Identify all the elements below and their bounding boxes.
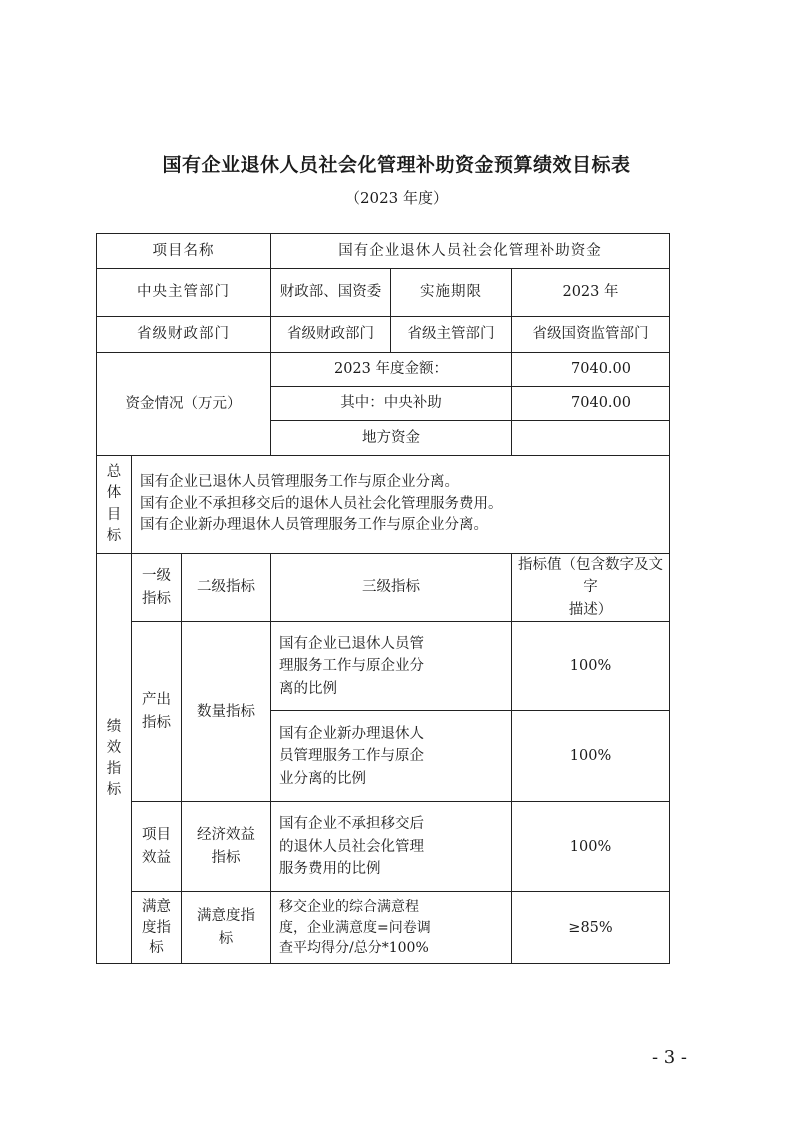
page-subtitle: （2023 年度） — [345, 189, 448, 207]
prov-finance-label: 省级财政部门 — [97, 317, 271, 353]
funds-total-label: 2023 年度金额： — [271, 353, 512, 387]
indicators-label — [97, 554, 132, 964]
funds-central-value: 7040.00 — [512, 387, 670, 421]
row-benefit-level1: 项目 效益 — [132, 802, 182, 892]
central-dept-value: 财政部、国资委 — [271, 269, 391, 317]
indicators-label-char: 指 — [106, 760, 122, 777]
row-satisfaction-level1: 满意 度指 标 — [132, 892, 182, 964]
overall-target-line: 国有企业不承担移交后的退休人员社会化管理服务费用。 — [140, 495, 503, 512]
overall-target-line: 国有企业新办理退休人员管理服务工作与原企业分离。 — [140, 517, 488, 534]
central-dept-label: 中央主管部门 — [97, 269, 271, 317]
overall-target-line: 国有企业已退休人员管理服务工作与原企业分离。 — [140, 473, 459, 490]
prov-dept-value: 省级国资监管部门 — [512, 317, 670, 353]
period-label: 实施期限 — [391, 269, 512, 317]
overall-target-label — [97, 456, 132, 554]
row-benefit-level3: 国有企业不承担移交后 的退休人员社会化管理 服务费用的比例 — [271, 802, 512, 892]
indicators-label-char: 效 — [106, 739, 122, 756]
funds-local-value — [512, 421, 670, 456]
row-output-level1: 产出 指标 — [132, 622, 182, 802]
indicators-label-char: 标 — [106, 781, 122, 798]
funds-central-label: 其中：中央补助 — [271, 387, 512, 421]
funds-local-label: 地方资金 — [271, 421, 512, 456]
header-level2: 二级指标 — [182, 554, 271, 622]
prov-dept-label: 省级主管部门 — [391, 317, 512, 353]
indicators-label-char: 绩 — [106, 718, 122, 735]
row-output-level3-b: 国有企业新办理退休人 员管理服务工作与原企 业分离的比例 — [271, 711, 512, 802]
row-output-level2: 数量指标 — [182, 622, 271, 802]
row-benefit-value: 100% — [512, 802, 670, 892]
row-output-value-a: 100% — [512, 622, 670, 711]
overall-target-content — [132, 456, 670, 554]
row-benefit-level2: 经济效益 指标 — [182, 802, 271, 892]
overall-label-char: 总 — [106, 464, 122, 481]
page-number: - 3 - — [651, 1047, 687, 1068]
header-level3: 三级指标 — [271, 554, 512, 622]
performance-target-table — [96, 233, 670, 964]
project-name-value: 国有企业退休人员社会化管理补助资金 — [271, 234, 670, 269]
page-title: 国有企业退休人员社会化管理补助资金预算绩效目标表 — [162, 154, 631, 176]
row-satisfaction-level3: 移交企业的综合满意程 度，企业满意度=问卷调 查平均得分/总分*100% — [271, 892, 512, 964]
row-output-level3-a: 国有企业已退休人员管 理服务工作与原企业分 离的比例 — [271, 622, 512, 711]
overall-label-char: 体 — [106, 485, 122, 502]
project-name-label: 项目名称 — [97, 234, 271, 269]
header-value: 指标值（包含数字及文字 描述） — [512, 554, 670, 622]
row-satisfaction-level2: 满意度指 标 — [182, 892, 271, 964]
period-value: 2023 年 — [512, 269, 670, 317]
row-satisfaction-value: ≥85% — [512, 892, 670, 964]
prov-finance-value: 省级财政部门 — [271, 317, 391, 353]
header-level1: 一级 指标 — [132, 554, 182, 622]
row-output-value-b: 100% — [512, 711, 670, 802]
funds-total-value: 7040.00 — [512, 353, 670, 387]
overall-label-char: 目 — [106, 506, 122, 523]
funds-label: 资金情况（万元） — [97, 353, 271, 456]
overall-label-char: 标 — [106, 527, 122, 544]
